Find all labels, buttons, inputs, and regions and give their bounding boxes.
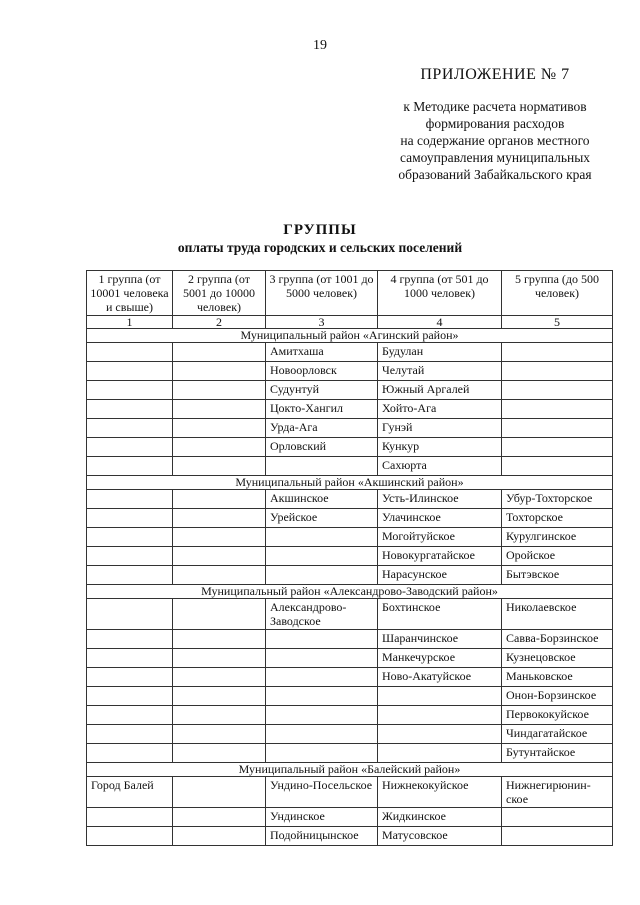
- settlement-cell-group-3: [266, 725, 378, 744]
- settlement-cell-group-5: Онон-Борзинское: [502, 687, 613, 706]
- settlement-cell-group-4: [378, 725, 502, 744]
- district-name: Муниципальный район «Александрово-Заводский район»: [87, 585, 613, 599]
- settlement-cell-group-4: Будулан: [378, 343, 502, 362]
- settlement-cell-group-5: Бутунтайское: [502, 744, 613, 763]
- table-row: [87, 362, 613, 381]
- settlement-cell-group-1: [87, 649, 173, 668]
- settlement-cell-group-3: Урейское: [266, 509, 378, 528]
- settlement-cell-group-3: [266, 668, 378, 687]
- settlement-cell-group-1: [87, 668, 173, 687]
- settlement-cell-group-5: [502, 419, 613, 438]
- settlement-cell-group-1: [87, 687, 173, 706]
- settlement-cell-group-2: [173, 362, 266, 381]
- settlement-cell-group-5: [502, 827, 613, 846]
- settlement-cell-group-4: Кункур: [378, 438, 502, 457]
- settlement-cell-group-3: Орловский: [266, 438, 378, 457]
- appendix-line: формирования расходов: [425, 116, 565, 131]
- settlement-cell-group-3: [266, 528, 378, 547]
- settlement-cell-group-5: Оройское: [502, 547, 613, 566]
- table-row: [87, 566, 613, 585]
- district-row: [87, 329, 613, 343]
- settlement-cell-group-3: Урда-Ага: [266, 419, 378, 438]
- appendix-line: на содержание органов местного: [400, 133, 590, 148]
- settlement-cell-group-2: [173, 687, 266, 706]
- settlement-cell-group-2: [173, 706, 266, 725]
- settlement-cell-group-1: [87, 630, 173, 649]
- settlement-cell-group-2: [173, 509, 266, 528]
- table-row: [87, 808, 613, 827]
- settlement-cell-group-1: [87, 566, 173, 585]
- settlement-cell-group-1: [87, 490, 173, 509]
- table-row: [87, 419, 613, 438]
- settlement-cell-group-2: [173, 438, 266, 457]
- settlement-cell-group-3: Акшинское: [266, 490, 378, 509]
- settlement-cell-group-3: Судунтуй: [266, 381, 378, 400]
- settlement-cell-group-4: [378, 744, 502, 763]
- settlement-cell-group-4: Сахюрта: [378, 457, 502, 476]
- settlement-cell-group-2: [173, 744, 266, 763]
- table-row: [87, 599, 613, 630]
- appendix-line: образований Забайкальского края: [398, 167, 592, 182]
- settlement-cell-group-4: Жидкинское: [378, 808, 502, 827]
- settlement-cell-group-1: [87, 381, 173, 400]
- district-name: Муниципальный район «Агинский район»: [87, 329, 613, 343]
- appendix-line: самоуправления муниципальных: [399, 150, 591, 165]
- settlement-cell-group-3: Новоорловск: [266, 362, 378, 381]
- settlement-cell-group-1: [87, 343, 173, 362]
- column-number-row: [87, 316, 613, 329]
- settlement-cell-group-5: Нижнегирюнин-ское: [502, 777, 613, 808]
- settlement-cell-group-1: [87, 438, 173, 457]
- settlement-cell-group-5: Маньковское: [502, 668, 613, 687]
- settlement-cell-group-4: Челутай: [378, 362, 502, 381]
- settlement-cell-group-5: [502, 381, 613, 400]
- settlement-cell-group-3: [266, 457, 378, 476]
- column-number: 4: [378, 316, 502, 329]
- header-group-3: 3 группа (от 1001 до 5000 человек): [266, 271, 378, 316]
- settlement-cell-group-2: [173, 457, 266, 476]
- settlement-cell-group-5: [502, 457, 613, 476]
- table-row: [87, 725, 613, 744]
- settlement-cell-group-4: Нижнекокуйское: [378, 777, 502, 808]
- settlement-cell-group-4: Могойтуйское: [378, 528, 502, 547]
- settlement-cell-group-4: Матусовское: [378, 827, 502, 846]
- table-row: [87, 777, 613, 808]
- settlement-cell-group-3: [266, 630, 378, 649]
- settlement-cell-group-1: [87, 528, 173, 547]
- header-group-2: 2 группа (от 5001 до 10000 человек): [173, 271, 266, 316]
- settlement-cell-group-5: [502, 808, 613, 827]
- appendix-title: ПРИЛОЖЕНИЕ № 7: [420, 66, 570, 83]
- table-row: [87, 343, 613, 362]
- district-name: Муниципальный район «Балейский район»: [87, 763, 613, 777]
- table-row: [87, 400, 613, 419]
- settlement-cell-group-1: [87, 599, 173, 630]
- settlement-cell-group-5: Тохторское: [502, 509, 613, 528]
- settlement-cell-group-2: [173, 528, 266, 547]
- settlement-cell-group-3: [266, 706, 378, 725]
- settlement-cell-group-3: [266, 744, 378, 763]
- settlement-cell-group-3: Ундинское: [266, 808, 378, 827]
- column-number: 2: [173, 316, 266, 329]
- district-row: [87, 476, 613, 490]
- settlement-cell-group-1: [87, 400, 173, 419]
- table-row: [87, 668, 613, 687]
- document-subtitle: оплаты труда городских и сельских поселений: [177, 240, 463, 255]
- settlement-cell-group-4: Гунэй: [378, 419, 502, 438]
- settlement-cell-group-1: [87, 827, 173, 846]
- table-row: [87, 381, 613, 400]
- district-row: [87, 763, 613, 777]
- settlement-cell-group-3: Цокто-Хангил: [266, 400, 378, 419]
- settlement-cell-group-1: [87, 547, 173, 566]
- settlement-cell-group-2: [173, 827, 266, 846]
- settlement-cell-group-3: Амитхаша: [266, 343, 378, 362]
- settlement-cell-group-3: Ундино-Посельское: [266, 777, 378, 808]
- appendix-line: к Методике расчета нормативов: [403, 99, 587, 114]
- settlement-cell-group-5: Убур-Тохторское: [502, 490, 613, 509]
- settlement-cell-group-3: Александрово-Заводское: [266, 599, 378, 630]
- settlement-cell-group-5: Николаевское: [502, 599, 613, 630]
- settlement-cell-group-2: [173, 668, 266, 687]
- settlement-cell-group-1: [87, 725, 173, 744]
- settlement-cell-group-2: [173, 649, 266, 668]
- table-row: [87, 457, 613, 476]
- header-group-5: 5 группа (до 500 человек): [502, 271, 613, 316]
- settlement-cell-group-4: Улачинское: [378, 509, 502, 528]
- table-body: [87, 329, 613, 846]
- settlement-cell-group-3: [266, 687, 378, 706]
- header-group-4: 4 группа (от 501 до 1000 человек): [378, 271, 502, 316]
- table-row: [87, 438, 613, 457]
- settlement-cell-group-5: Бытэвское: [502, 566, 613, 585]
- column-number: 5: [502, 316, 613, 329]
- settlement-cell-group-5: Савва-Борзинское: [502, 630, 613, 649]
- settlement-cell-group-2: [173, 630, 266, 649]
- settlement-cell-group-1: Город Балей: [87, 777, 173, 808]
- settlement-cell-group-4: Хойто-Ага: [378, 400, 502, 419]
- settlement-cell-group-2: [173, 566, 266, 585]
- settlement-cell-group-2: [173, 808, 266, 827]
- table-row: [87, 630, 613, 649]
- settlement-cell-group-1: [87, 457, 173, 476]
- settlement-cell-group-4: Южный Аргалей: [378, 381, 502, 400]
- table-row: [87, 827, 613, 846]
- settlement-cell-group-2: [173, 400, 266, 419]
- settlement-cell-group-2: [173, 599, 266, 630]
- table-row: [87, 706, 613, 725]
- settlement-cell-group-1: [87, 509, 173, 528]
- settlement-cell-group-5: [502, 343, 613, 362]
- settlement-cell-group-2: [173, 343, 266, 362]
- settlement-cell-group-4: Усть-Илинское: [378, 490, 502, 509]
- column-number: 3: [266, 316, 378, 329]
- settlement-cell-group-1: [87, 419, 173, 438]
- settlement-cell-group-3: Подойницынское: [266, 827, 378, 846]
- table-row: [87, 490, 613, 509]
- settlement-cell-group-5: [502, 362, 613, 381]
- column-number: 1: [87, 316, 173, 329]
- settlement-cell-group-5: Чиндагатайское: [502, 725, 613, 744]
- settlement-cell-group-3: [266, 649, 378, 668]
- header-row: [87, 271, 613, 316]
- table-row: [87, 687, 613, 706]
- document-title: ГРУППЫ: [283, 222, 357, 238]
- settlement-cell-group-4: [378, 687, 502, 706]
- table-row: [87, 547, 613, 566]
- settlement-cell-group-5: [502, 438, 613, 457]
- settlement-cell-group-3: [266, 547, 378, 566]
- groups-table: [86, 270, 613, 846]
- settlement-cell-group-3: [266, 566, 378, 585]
- appendix-block: [380, 66, 610, 183]
- settlement-cell-group-4: Шаранчинское: [378, 630, 502, 649]
- district-name: Муниципальный район «Акшинский район»: [87, 476, 613, 490]
- settlement-cell-group-4: Бохтинское: [378, 599, 502, 630]
- table-row: [87, 744, 613, 763]
- table-row: [87, 509, 613, 528]
- settlement-cell-group-2: [173, 381, 266, 400]
- table-row: [87, 528, 613, 547]
- settlement-cell-group-5: [502, 400, 613, 419]
- settlement-cell-group-4: Ново-Акатуйское: [378, 668, 502, 687]
- settlement-cell-group-5: Кузнецовское: [502, 649, 613, 668]
- page-number: 19: [313, 38, 327, 53]
- settlement-cell-group-5: Курулгинское: [502, 528, 613, 547]
- settlement-cell-group-1: [87, 808, 173, 827]
- settlement-cell-group-2: [173, 419, 266, 438]
- settlement-cell-group-1: [87, 744, 173, 763]
- district-row: [87, 585, 613, 599]
- settlement-cell-group-5: Первококуйское: [502, 706, 613, 725]
- settlement-cell-group-4: Манкечурское: [378, 649, 502, 668]
- settlement-cell-group-2: [173, 777, 266, 808]
- settlement-cell-group-4: Нарасунское: [378, 566, 502, 585]
- settlement-cell-group-2: [173, 547, 266, 566]
- settlement-cell-group-2: [173, 490, 266, 509]
- table-row: [87, 649, 613, 668]
- header-group-1: 1 группа (от 10001 человека и свыше): [87, 271, 173, 316]
- settlement-cell-group-4: Новокургатайское: [378, 547, 502, 566]
- settlement-cell-group-1: [87, 706, 173, 725]
- settlement-cell-group-1: [87, 362, 173, 381]
- settlement-cell-group-4: [378, 706, 502, 725]
- settlement-cell-group-2: [173, 725, 266, 744]
